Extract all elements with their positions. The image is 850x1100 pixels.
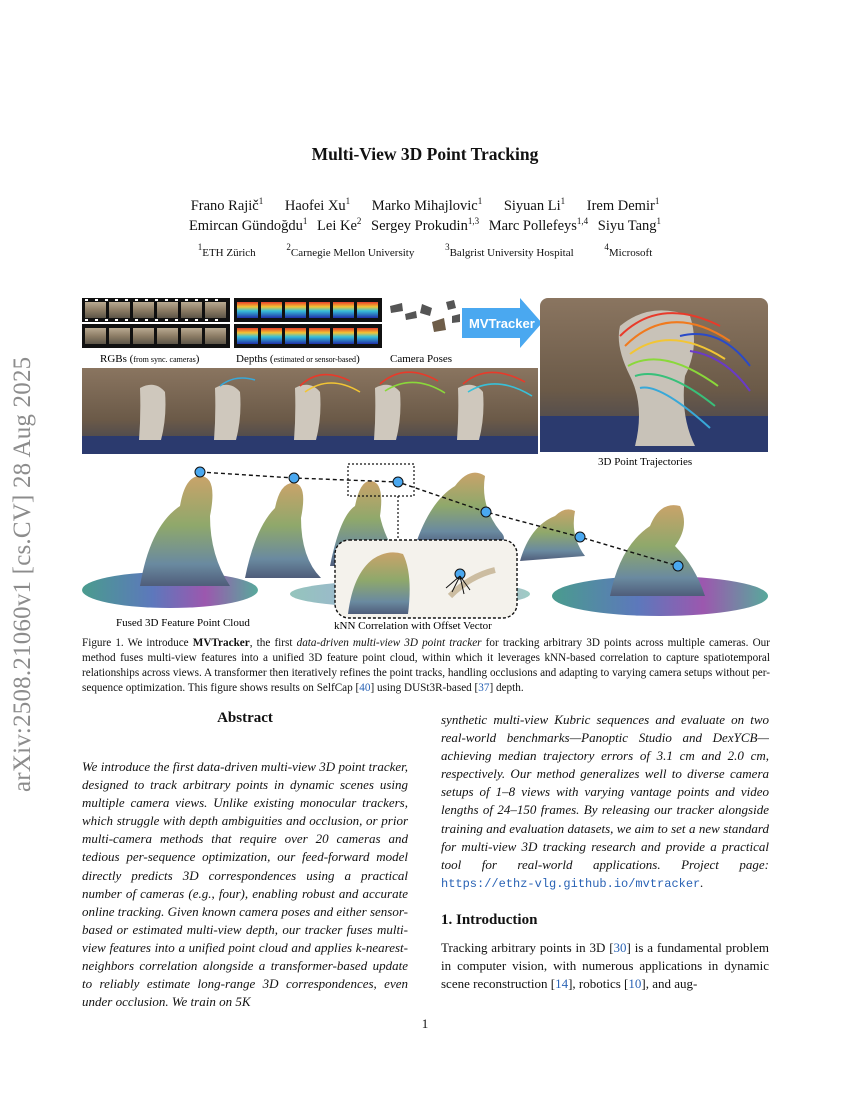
label-depths: Depths (estimated or sensor-based) (236, 353, 360, 365)
citation-link[interactable]: 40 (359, 682, 371, 694)
introduction-text: Tracking arbitrary points in 3D [30] is a fundamental problem in computer vision, with numerous applications in dynamic scene reconstruction [14], robotics [10], and aug- (441, 940, 769, 992)
label-rgbs: RGBs (from sync. cameras) (100, 353, 200, 365)
label-fused-cloud: Fused 3D Feature Point Cloud (116, 617, 250, 629)
author: Lei Ke$^2$ (317, 216, 362, 234)
trajectory-result-image (540, 298, 768, 452)
frame-sequence-strip (82, 368, 538, 454)
author: Emircan Gündoğdu$^1$ (188, 216, 308, 234)
citation-link[interactable]: 14 (555, 976, 569, 992)
author: Marko Mihajlovic$^1$ (371, 196, 483, 214)
author: Haofei Xu$^1$ (284, 196, 351, 214)
mvtracker-arrow (462, 298, 542, 348)
mvtracker-badge: MVTracker (469, 316, 535, 331)
introduction-heading: 1. Introduction (441, 912, 538, 928)
affiliation: $^4$Microsoft (604, 242, 653, 259)
affiliation: $^1$ETH Zürich (197, 242, 256, 259)
teaser-figure (80, 296, 770, 632)
abstract-text-right: synthetic multi-view Kubric sequences and evaluate on two real-world benchmarks—Panoptic Studio and DexYCB—achieving median trajectory errors of 3.1 cm and 2.0 cm, respectively. Our method generalizes well to diverse camera setups of 1–8 views with varying vantage points and video lengths of 24–150 frames. By releasing our tracker alongside training and evaluation datasets, we aim to set a new standard for multi-view 3D tracking research and provide a practical tool for real-world applications. Project page: https://ethz-vlg.github.io/mvtracker. (441, 712, 769, 891)
author-line-2 (0, 218, 850, 235)
author: Siyu Tang$^1$ (597, 216, 662, 234)
affiliation: $^2$Carnegie Mellon University (286, 242, 415, 259)
author: Marc Pollefeys$^{1,4}$ (488, 216, 589, 234)
citation-link[interactable]: 10 (628, 976, 642, 992)
figure-caption: Figure 1. We introduce MVTracker, the first data-driven multi-view 3D point tracker for tracking arbitrary 3D points across multiple cameras. Our method fuses multi-view features into a unified 3D feature point cloud, within which it leverages kNN-based correlation to capture spatiotemporal relationships across views. A transformer then iteratively refines the point tracks, handling occlusions and adapting to varying camera setups without per-sequence optimization. This figure shows results on SelfCap [40] using DUSt3R-based [37] depth. (82, 637, 770, 694)
abstract-text-left: We introduce the first data-driven multi-view 3D point tracker, designed to track arbitrary points in dynamic scenes using multiple camera views. Unlike existing monocular trackers, which struggle with depth ambiguities and occlusion, or prior multi-camera methods that require over 20 cameras and tedious per-sequence optimization, our feed-forward model directly predicts 3D correspondences using a practical number of cameras (e.g., four), enabling robust and accurate online tracking. Given known camera poses and either sensor-based or estimated multi-view depth, our tracker fuses multi-view features into a unified point cloud and applies k-nearest-neighbors correlation alongside a transformer-based update to reliably estimate long-range 3D correspondences, even under occlusion. We train on 5K (82, 759, 408, 1010)
label-trajectories: 3D Point Trajectories (598, 456, 693, 468)
citation-link[interactable]: 30 (613, 940, 627, 955)
affiliation: $^3$Balgrist University Hospital (445, 242, 574, 259)
knn-zoom-inset (335, 540, 517, 618)
camera-poses-graphic (390, 300, 460, 332)
affiliations (0, 242, 850, 259)
citation-link[interactable]: 37 (478, 682, 490, 694)
rgb-filmstrip (82, 298, 230, 348)
author: Frano Rajič$^1$ (190, 196, 264, 214)
author: Siyuan Li$^1$ (503, 196, 566, 214)
author: Sergey Prokudin$^{1,3}$ (371, 216, 480, 234)
author: Irem Demir$^1$ (586, 196, 660, 214)
arxiv-stamp: arXiv:2508.21060v1 [cs.CV] 28 Aug 2025 (9, 356, 36, 792)
paper-title: Multi-View 3D Point Tracking (311, 144, 539, 164)
label-camera-poses: Camera Poses (390, 353, 453, 365)
depth-filmstrip (234, 298, 382, 348)
abstract-heading: Abstract (217, 710, 273, 726)
page-number: 1 (421, 1016, 429, 1031)
author-line-1 (0, 198, 850, 215)
label-knn: kNN Correlation with Offset Vector (334, 620, 492, 632)
project-page-link[interactable]: https://ethz-vlg.github.io/mvtracker (441, 876, 701, 891)
